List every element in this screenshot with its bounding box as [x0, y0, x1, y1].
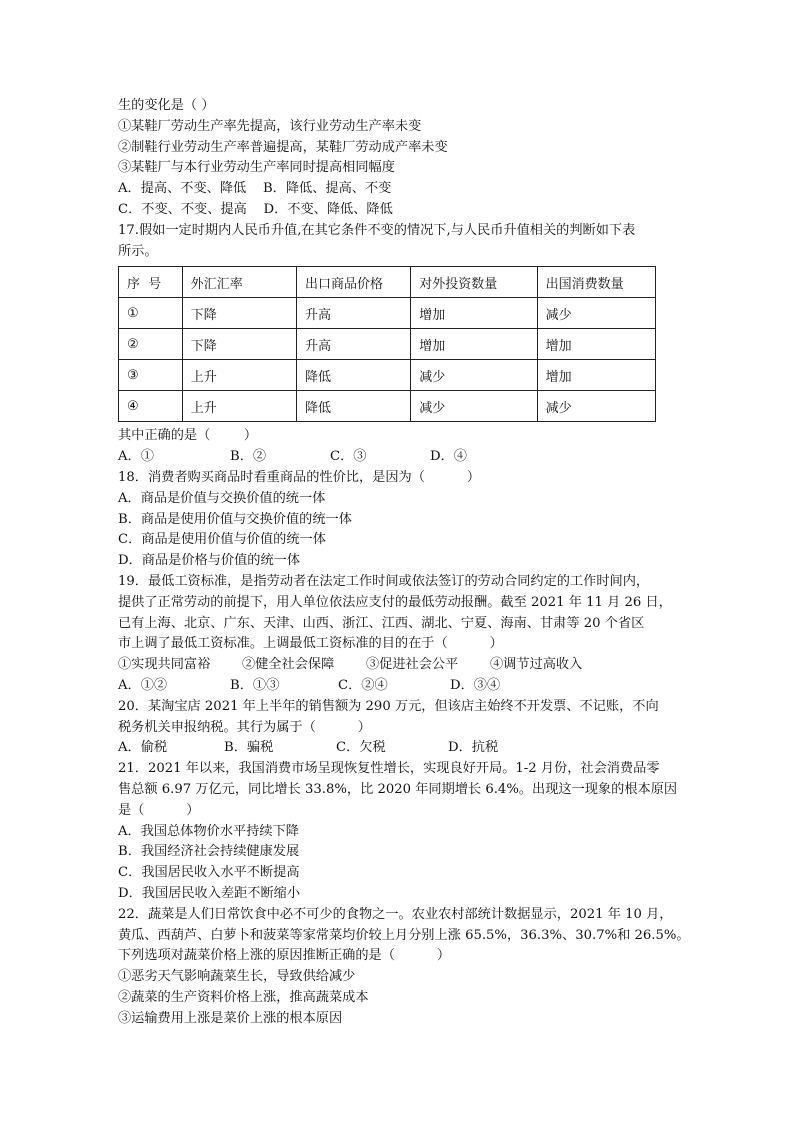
q20-options — [118, 738, 678, 759]
q21-option-c: C．我国居民收入水平不断提高 — [118, 865, 300, 881]
header-cell: 对外投资数量 — [411, 267, 537, 298]
q22-item-2: ②蔬菜的生产资料价格上涨，推高蔬菜成本 — [118, 989, 369, 1005]
option-c: C．②④ — [338, 677, 388, 693]
table-cell: 增加 — [411, 298, 537, 329]
q19-stem-line3: 已有上海、北京、广东、天津、山西、浙江、江西、湖北、宁夏、海南、甘肃等 20 个省区 — [118, 615, 645, 631]
table-cell: 上升 — [182, 360, 296, 391]
table-cell: ④ — [119, 391, 183, 422]
q17-options — [118, 447, 678, 468]
q21-option-d: D．我国居民收入差距不断缩小 — [118, 885, 301, 901]
q22-stem-line1: 22．蔬菜是人们日常饮食中必不可少的食物之一。农业农村部统计数据显示，2021 年 10 月， — [118, 906, 673, 922]
q18-option-a: A．商品是价值与交换价值的统一体 — [118, 490, 326, 506]
q19-stem-line4: 市上调了最低工资标准。上调最低工资标准的目的在于（ ） — [118, 636, 503, 652]
q19-item-3: ③促进社会公平 — [366, 657, 459, 673]
q20-stem-line2: 税务机关申报纳税。其行为属于（ ） — [118, 719, 371, 735]
table-cell: 增加 — [537, 329, 655, 360]
q22-item-3: ③运输费用上涨是菜价上涨的根本原因 — [118, 1010, 343, 1026]
option-d: D．③④ — [450, 677, 501, 693]
q18-option-b: B．商品是使用价值与交换价值的统一体 — [118, 511, 352, 527]
option-a: A．偷税 — [118, 740, 168, 756]
table-cell: 下降 — [182, 298, 296, 329]
table-header-row — [119, 267, 656, 298]
q16-options-line2: C．不变、不变、提高 D．不变、降低、降低 — [118, 201, 393, 217]
q16-stem-tail: 生的变化是（ ） — [118, 98, 215, 113]
option-b: B．② — [230, 449, 267, 465]
table-cell: 减少 — [537, 391, 655, 422]
q19-items — [118, 655, 678, 676]
option-a: A．①② — [118, 677, 168, 693]
q21-option-b: B．我国经济社会持续健康发展 — [118, 844, 300, 860]
table-row — [119, 391, 656, 422]
q17-stem-line2: 所示。 — [118, 243, 158, 259]
table-cell: 降低 — [296, 391, 410, 422]
option-b: B．骗税 — [224, 740, 274, 756]
option-b: B．①③ — [230, 677, 280, 693]
q19-item-2: ②健全社会保障 — [242, 657, 335, 673]
header-cell: 外汇汇率 — [182, 267, 296, 298]
q20-stem-line1: 20．某淘宝店 2021 年上半年的销售额为 290 万元，但该店主始终不开发票、不记账，不向 — [118, 698, 659, 714]
option-c: C．欠税 — [336, 740, 386, 756]
q21-stem-line1: 21．2021 年以来，我国消费市场呈现恢复性增长，实现良好开局。1-2 月份，社会消费品零 — [118, 761, 660, 777]
table-cell: 降低 — [296, 360, 410, 391]
table-row — [119, 298, 656, 329]
header-cell: 序 号 — [119, 267, 183, 298]
table-cell: ② — [119, 329, 183, 360]
q16-item-2: ②制鞋行业劳动生产率普遍提高，某鞋厂劳动成产率未变 — [118, 139, 448, 155]
q16-options-line1: A．提高、不变、降低 B．降低、提高、不变 — [118, 181, 392, 197]
q18-option-c: C．商品是使用价值与价值的统一体 — [118, 532, 326, 548]
q19-item-1: ①实现共同富裕 — [118, 657, 211, 673]
q18-option-d: D．商品是价格与价值的统一体 — [118, 553, 301, 569]
table-cell: 减少 — [411, 360, 537, 391]
table-cell: 减少 — [537, 298, 655, 329]
q19-item-4: ④调节过高收入 — [490, 657, 583, 673]
table-cell: ③ — [119, 360, 183, 391]
table-cell: 上升 — [182, 391, 296, 422]
header-cell: 出国消费数量 — [537, 267, 655, 298]
q19-stem-line2: 提供了正常劳动的前提下，用人单位依法应支付的最低劳动报酬。截至 2021 年 11 月 26 日， — [118, 594, 672, 610]
q21-stem-line2: 售总额 6.97 万亿元，同比增长 33.8%，比 2020 年同期增长 6.4%。出现这一现象的根本原因 — [118, 781, 678, 797]
option-d: D．④ — [430, 449, 467, 465]
option-c: C．③ — [330, 449, 367, 465]
table-cell: 增加 — [537, 360, 655, 391]
q21-stem-line3: 是（ ） — [118, 802, 200, 818]
q22-stem-line2: 黄瓜、西葫芦、白萝卜和菠菜等家常菜均价较上月分别上涨 65.5%，36.3%、30.7%和 26.5%。 — [118, 927, 690, 943]
q21-option-a: A．我国总体物价水平持续下降 — [118, 823, 299, 839]
q19-stem-line1: 19．最低工资标准，是指劳动者在法定工作时间或依法签订的劳动合同约定的工作时间内， — [118, 573, 650, 589]
table-cell: ① — [119, 298, 183, 329]
option-a: A．① — [118, 449, 154, 465]
q16-item-3: ③某鞋厂与本行业劳动生产率同时提高相同幅度 — [118, 160, 395, 176]
q17-stem-line1: 17.假如一定时期内人民币升值,在其它条件不变的情况下,与人民币升值相关的判断如下表 — [118, 222, 636, 238]
q22-item-1: ①恶劣天气影响蔬菜生长，导致供给减少 — [118, 969, 356, 985]
table-cell: 升高 — [296, 329, 410, 360]
q18-stem: 18．消费者购买商品时看重商品的性价比，是因为（ ） — [118, 469, 481, 485]
table-cell: 增加 — [411, 329, 537, 360]
table-cell: 升高 — [296, 298, 410, 329]
table-cell: 减少 — [411, 391, 537, 422]
q19-options — [118, 676, 678, 697]
option-d: D．抗税 — [448, 740, 499, 756]
exam-page — [118, 96, 690, 1029]
q16-item-1: ①某鞋厂劳动生产率先提高，该行业劳动生产率未变 — [118, 118, 422, 134]
q22-stem-line3: 下列选项对蔬菜价格上涨的原因推断正确的是（ ） — [118, 948, 451, 964]
table-cell: 下降 — [182, 329, 296, 360]
table-row — [119, 329, 656, 360]
table-row — [119, 360, 656, 391]
q17-table — [118, 266, 656, 422]
q17-question: 其中正确的是（ ） — [118, 428, 258, 444]
header-cell: 出口商品价格 — [296, 267, 410, 298]
